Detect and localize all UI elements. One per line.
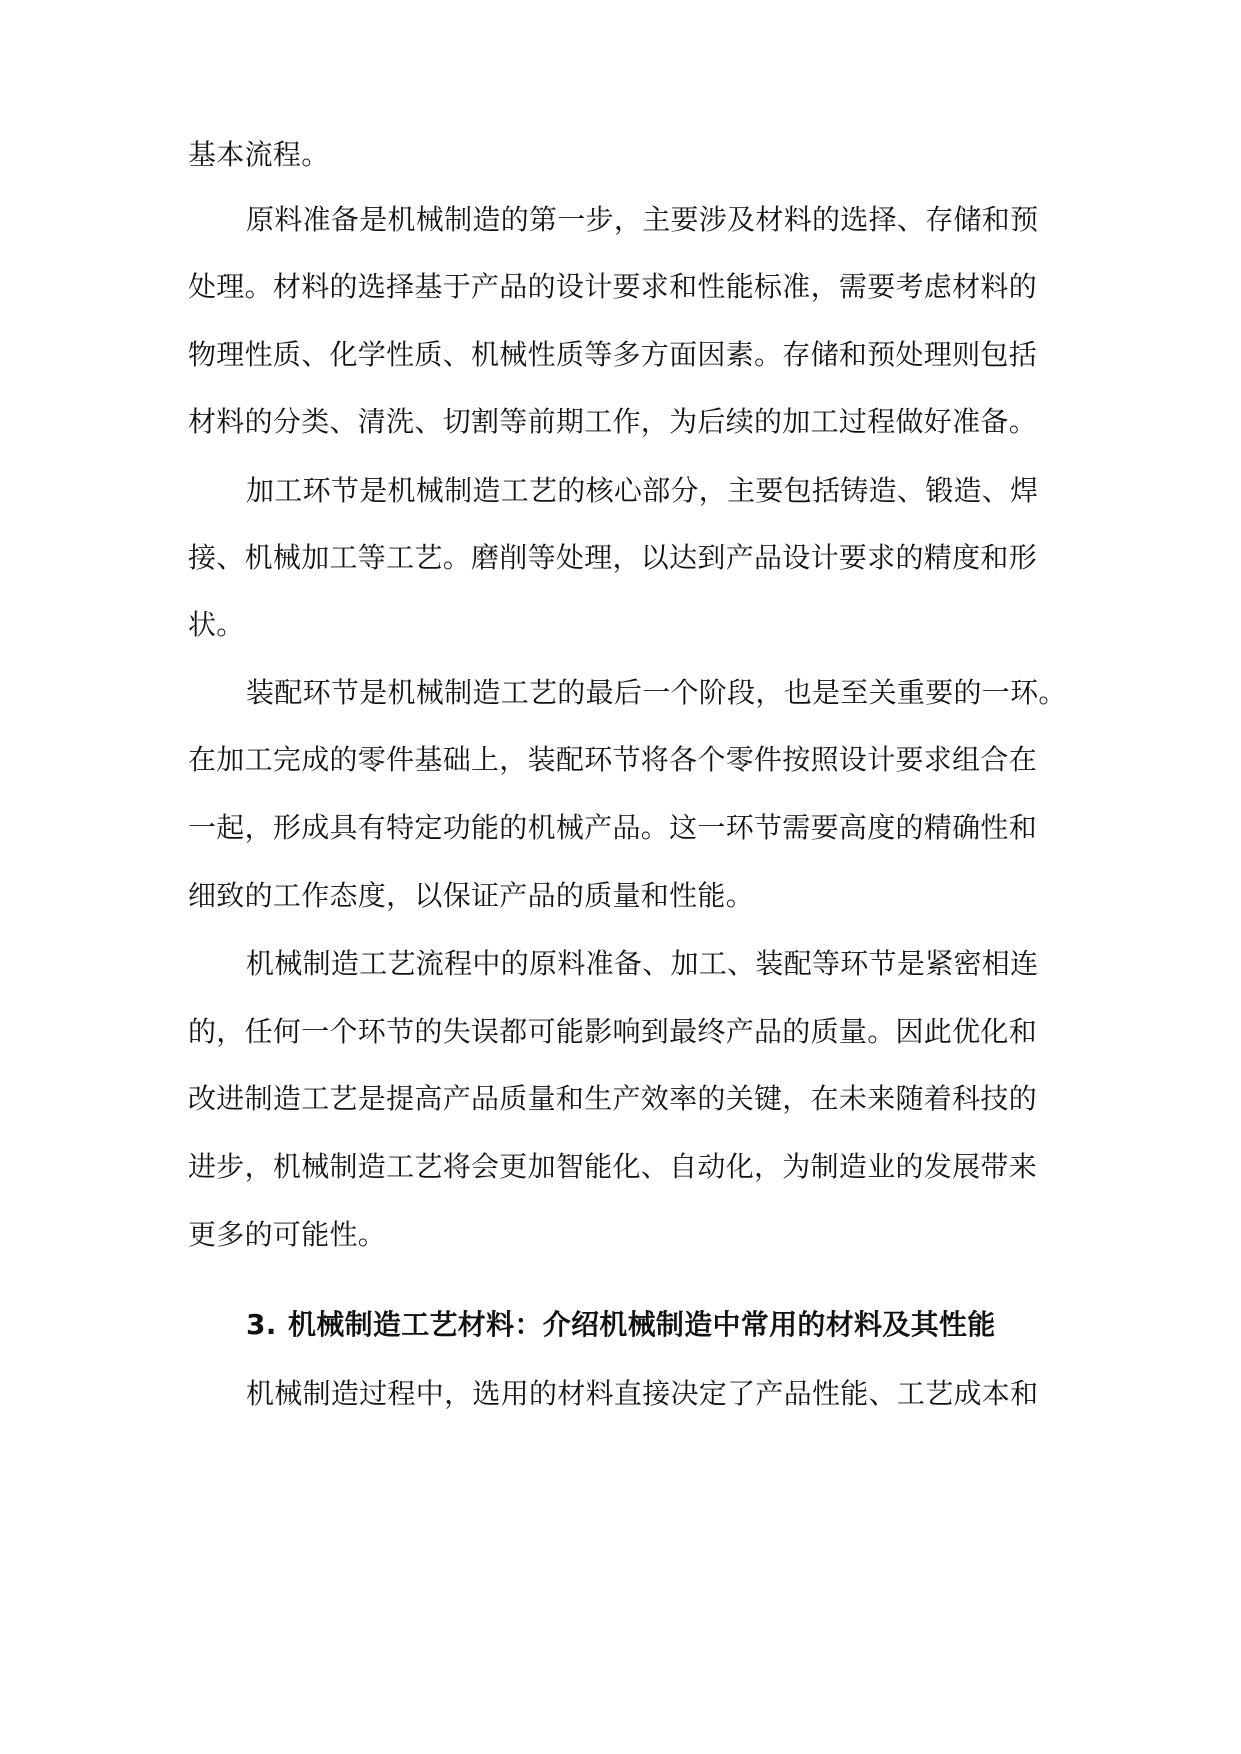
paragraph-line: 材料的分类、清洗、切割等前期工作，为后续的加工过程做好准备。 bbox=[188, 405, 1038, 438]
paragraph-line: 物理性质、化学性质、机械性质等多方面因素。存储和预处理则包括 bbox=[188, 338, 1038, 371]
paragraph-line: 处理。材料的选择基于产品的设计要求和性能标准，需要考虑材料的 bbox=[188, 270, 1038, 303]
section-title: 机械制造工艺材料：介绍机械制造中常用的材料及其性能 bbox=[288, 1308, 996, 1341]
paragraph-line: 更多的可能性。 bbox=[188, 1218, 387, 1251]
paragraph-line: 改进制造工艺是提高产品质量和生产效率的关键，在未来随着科技的 bbox=[188, 1082, 1038, 1115]
section-number: 3. bbox=[246, 1308, 277, 1341]
paragraph-line: 状。 bbox=[188, 608, 245, 641]
paragraph-line: 在加工完成的零件基础上，装配环节将各个零件按照设计要求组合在 bbox=[188, 743, 1038, 776]
paragraph-line: 装配环节是机械制造工艺的最后一个阶段，也是至关重要的一环。 bbox=[246, 676, 1067, 709]
paragraph-line: 进步，机械制造工艺将会更加智能化、自动化，为制造业的发展带来 bbox=[188, 1150, 1038, 1183]
paragraph-line: 接、机械加工等工艺。磨削等处理，以达到产品设计要求的精度和形 bbox=[188, 541, 1038, 574]
paragraph-line: 一起，形成具有特定功能的机械产品。这一环节需要高度的精确性和 bbox=[188, 811, 1038, 844]
paragraph-line: 细致的工作态度，以保证产品的质量和性能。 bbox=[188, 879, 755, 912]
paragraph-line: 基本流程。 bbox=[188, 138, 330, 171]
paragraph-line: 机械制造工艺流程中的原料准备、加工、装配等环节是紧密相连 bbox=[246, 947, 1039, 980]
section-heading bbox=[246, 1305, 1064, 1345]
paragraph-line: 原料准备是机械制造的第一步，主要涉及材料的选择、存储和预 bbox=[246, 203, 1039, 236]
paragraph-line: 的，任何一个环节的失误都可能影响到最终产品的质量。因此优化和 bbox=[188, 1015, 1038, 1048]
paragraph-line: 机械制造过程中，选用的材料直接决定了产品性能、工艺成本和 bbox=[246, 1377, 1039, 1410]
paragraph-line: 加工环节是机械制造工艺的核心部分，主要包括铸造、锻造、焊 bbox=[246, 474, 1039, 507]
